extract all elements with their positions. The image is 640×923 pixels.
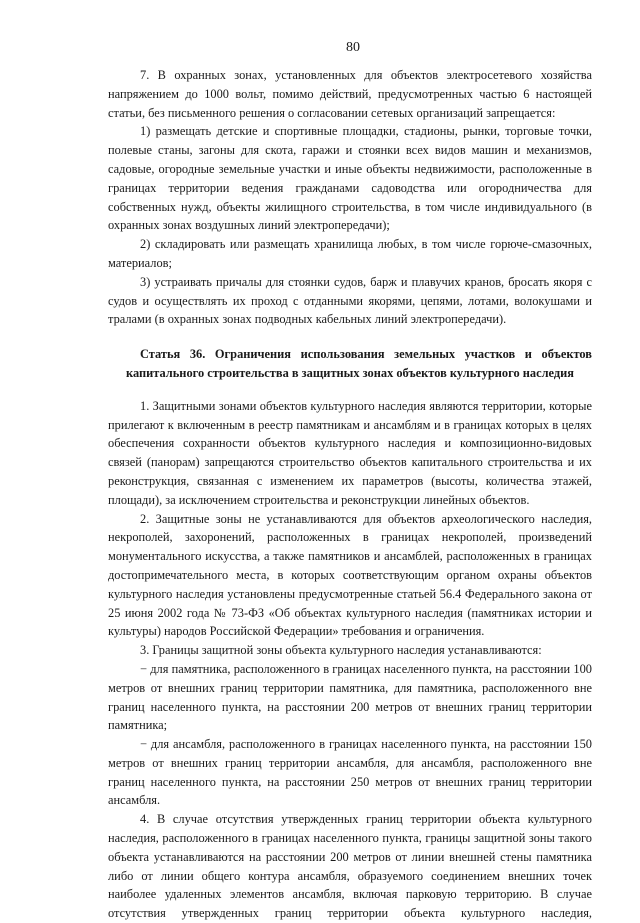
paragraph: 7. В охранных зонах, установленных для объектов электросетевого хозяйства напряжением до 1000 вольт, помимо действий, предусмотренных частью 6 настоящей статьи, без письменного решения о согласовании сетевых организаций запрещается: bbox=[108, 68, 592, 120]
page-number: 80 bbox=[346, 40, 360, 55]
paragraph: 3. Границы защитной зоны объекта культурного наследия устанавливаются: bbox=[140, 643, 542, 658]
paragraph: 4. В случае отсутствия утвержденных границ территории объекта культурного наследия, расположенного в границах населенного пункта, границы защитной зоны такого объекта устанавливаются на расстоянии 200 метров от линии внешней стены памятника либо от линии общего контура ансамбля, образуемого соединением внешних точек наиболее удаленных элементов ансамбля, включая парковую территорию. В случае отсутствия утвержденных границ территории объекта культурного наследия, bbox=[108, 812, 592, 921]
article-heading: Статья 36. Ограничения использования земельных участков и объектов капитального строительства в защитных зонах объектов культурного наследия bbox=[126, 347, 592, 380]
list-item: − для ансамбля, расположенного в границах населенного пункта, на расстоянии 150 метров от внешних границ территории ансамбля, для ансамбля, расположенного вне границ населенного пункта, на расстоянии 250 метров от внешних границ территории ансамбля. bbox=[108, 737, 592, 808]
paragraph: 1. Защитными зонами объектов культурного наследия являются территории, которые прилегают к включенным в реестр памятникам и ансамблям и в границах которых в целях обеспечения сохранности объектов культурного наследия и композиционно-видовых связей (панорам) запрещаются строительство объектов капитального строительства и их реконструкция, связанная с изменением их параметров (высоты, количества этажей, площади), за исключением строительства и реконструкции линейных объектов. bbox=[108, 398, 592, 507]
list-item: − для памятника, расположенного в границах населенного пункта, на расстоянии 100 метров от внешних границ территории памятника, для памятника, расположенного вне границ населенного пункта, на расстоянии 200 метров от внешних границ территории памятника; bbox=[108, 661, 592, 733]
paragraph: 2. Защитные зоны не устанавливаются для объектов археологического наследия, некрополей, захоронений, расположенных в границах некрополей, произведений монументального искусства, а также памятников и ансамблей, расположенных в границах достопримечательного места, в которых соответствующим органом охраны объектов культурного наследия установлены предусмотренные статьей 56.4 Федерального закона от 25 июня 2002 года № 73-ФЗ «Об объектах культурного наследия (памятниках истории и культуры) народов Российской Федерации» требования и ограничения. bbox=[108, 511, 592, 639]
list-item: 3) устраивать причалы для стоянки судов, барж и плавучих кранов, бросать якоря с судов и осуществлять их проход с отданными якорями, цепями, лотами, волокушами и тралами (в охранных зонах подводных кабельных линий электропередачи). bbox=[108, 274, 592, 327]
list-item: 2) складировать или размещать хранилища любых, в том числе горюче-смазочных, материалов; bbox=[108, 237, 592, 270]
document-body bbox=[108, 66, 592, 923]
list-item: 1) размещать детские и спортивные площадки, стадионы, рынки, торговые точки, полевые станы, загоны для скота, гаражи и стоянки всех видов машин и механизмов, садовые, огородные земельные участки и иные объекты недвижимости, расположенные в границах территории ведения гражданами садоводства или огородничества для собственных нужд, объекты жилищного строительства, в том числе индивидуального (в охранных зонах воздушных линий электропередачи); bbox=[108, 124, 592, 233]
